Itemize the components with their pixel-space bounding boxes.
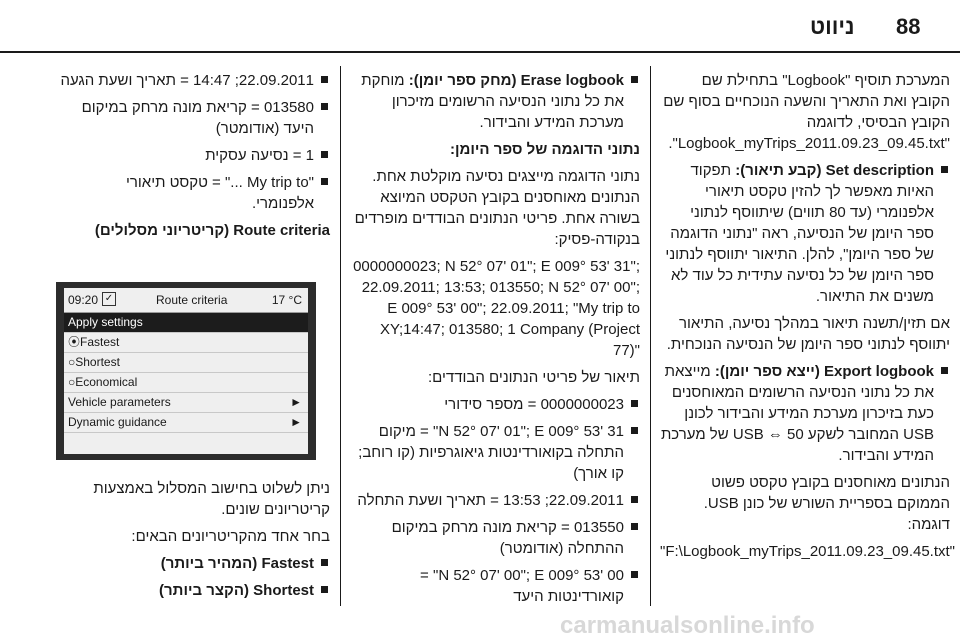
- menu-row-label: Apply settings: [68, 315, 143, 329]
- arrow-right-icon: ►: [290, 395, 302, 409]
- chapter-title: ניווט: [810, 14, 855, 39]
- paragraph: המערכת תוסיף "Logbook" בתחילת שם הקובץ ואת התאריך והשעה הנוכחיים בסוף שם הקובץ הבסיסי, לדוגמה "Logbook_myTrips_2011.09.23_09.45.txt".: [663, 72, 950, 152]
- bullet-title: Erase logbook (מחק ספר יומן):: [408, 72, 624, 89]
- list-item: N 52° 07' 00"; E 009° 53' 00" = קואורדינטות היעד: [350, 565, 640, 607]
- list-item: 22.09.2011; 14:47 = תאריך ושעת הגעה: [60, 70, 330, 91]
- paragraph: אם תזין/תשנה תיאור במהלך נסיעה, התיאור יתווסף לנתוני ספר היומן של הנסיעה הנוכחית.: [666, 315, 950, 353]
- menu-row-label: ○Shortest: [68, 355, 120, 369]
- bullet-text: מייצאת את כל נתוני הנסיעה הרשומים המאוחסנים כעת בזיכרון מערכת המידע והבידור לכונן USB המחובר לשקע USB ⇔ 50 של מערכת המידע והבידור.: [660, 363, 934, 464]
- sample-data: 0000000023; N 52° 07' 01"; E 009° 53' 31"; 22.09.2011; 13:53; 013550; N 52° 07' 00"; E 009° 53' 00"; 22.09.2011; "My trip to XY;14:47; 013580; 1 Company (Project 77)": [353, 258, 640, 359]
- menu-row-label: Vehicle parameters: [68, 395, 171, 409]
- paragraph: בחר אחד מהקריטריונים הבאים:: [131, 528, 330, 545]
- menu-row-label: Dynamic guidance: [68, 415, 167, 429]
- section-heading: Route criteria (קריטריוני מסלולים): [94, 222, 330, 239]
- option-shortest: Shortest (הקצר ביותר): [60, 580, 330, 601]
- screen-display: [64, 288, 308, 454]
- bullet-text: מוחקת את כל נתוני הנסיעה הרשומים מזיכרון מערכת המידע והבידור.: [361, 72, 624, 131]
- screen-status-bar: [64, 288, 308, 313]
- list-item: "My trip to ..." = טקסט תיאורי אלפנומרי.: [60, 172, 330, 214]
- list-item: 013580 = קריאת מונה מרחק במיקום היעד (אודומטר): [60, 97, 330, 139]
- screen-title: Route criteria: [156, 293, 228, 307]
- arrow-right-icon: ►: [290, 415, 302, 429]
- check-icon: ✓: [102, 292, 116, 306]
- page-number: 88: [896, 14, 921, 39]
- middle-column: [350, 70, 640, 613]
- menu-row-economical[interactable]: [64, 373, 308, 393]
- menu-row-fastest[interactable]: [64, 333, 308, 353]
- example-path: "F:\Logbook_myTrips_2011.09.23_09.45.txt": [660, 543, 955, 560]
- screen-temperature: 17 °C: [271, 293, 302, 307]
- screen-time: 09:20: [68, 293, 99, 307]
- paragraph: הנתונים מאוחסנים בקובץ טקסט פשוט הממוקם בספריית השורש של כונן USB. דוגמה:: [703, 474, 950, 533]
- menu-row-label: ⦿Fastest: [68, 335, 120, 349]
- bullet-item: [660, 160, 950, 307]
- menu-row-label: ○Economical: [68, 375, 138, 389]
- bullet-item: [660, 361, 950, 466]
- paragraph: נתוני הדוגמה מייצגים נסיעה מוקלטת אחת. הנתונים מאוחסנים בקובץ הטקסט המיוצא בשורה אחת. פריטי הנתונים הבודדים מופרדים בנקודה-פסיק:: [354, 168, 640, 248]
- list-item: 22.09.2011; 13:53 = תאריך ושעת התחלה: [350, 490, 640, 511]
- column-divider: [340, 66, 341, 606]
- paragraph: ניתן לשלוט בחישוב המסלול באמצעות קריטריונים שונים.: [93, 480, 330, 518]
- page-header: [0, 0, 960, 52]
- left-column-bottom: [60, 478, 330, 607]
- bullet-title: Set description (קבע תיאור):: [735, 162, 934, 179]
- bullet-text: תפקוד האיות מאפשר לך להזין טקסט תיאורי אלפנומרי (עד 80 תווים) שיתווסף לנתוני ספר היומן של הנסיעה, ראה "נתוני הדוגמה של ספר היומן", להלן. התיאור יתווסף לנתוני ספר היומן של כל נסיעה עתידית כל עוד לא משנים את התיאור.: [665, 162, 934, 305]
- list-item: 013550 = קריאת מונה מרחק במיקום ההתחלה (אודומטר): [350, 517, 640, 559]
- right-column: [660, 70, 955, 562]
- menu-row-vehicle-parameters[interactable]: [64, 393, 308, 413]
- watermark: carmanualsonline.info: [560, 612, 815, 639]
- bullet-item: [350, 70, 640, 133]
- menu-row-shortest[interactable]: [64, 353, 308, 373]
- menu-row-dynamic-guidance[interactable]: [64, 413, 308, 433]
- menu-row-apply-settings[interactable]: [64, 313, 308, 333]
- left-column-top: [60, 70, 330, 247]
- option-fastest: Fastest (המהיר ביותר): [60, 553, 330, 574]
- section-heading: נתוני הדוגמה של ספר היומן:: [449, 141, 640, 158]
- bullet-title: Export logbook (ייצא ספר יומן):: [714, 363, 934, 380]
- header-rule: [0, 51, 960, 53]
- list-item: N 52° 07' 01"; E 009° 53' 31" = מיקום התחלה בקואורדינטות גיאוגרפיות (קו רוחב; קו אורך): [350, 421, 640, 484]
- list-item: 1 = נסיעה עסקית: [60, 145, 330, 166]
- list-item: 0000000023 = מספר סידורי: [350, 394, 640, 415]
- route-criteria-screenshot: [56, 282, 316, 460]
- column-divider: [650, 66, 651, 606]
- section-heading: תיאור של פריטי הנתונים הבודדים:: [427, 369, 640, 386]
